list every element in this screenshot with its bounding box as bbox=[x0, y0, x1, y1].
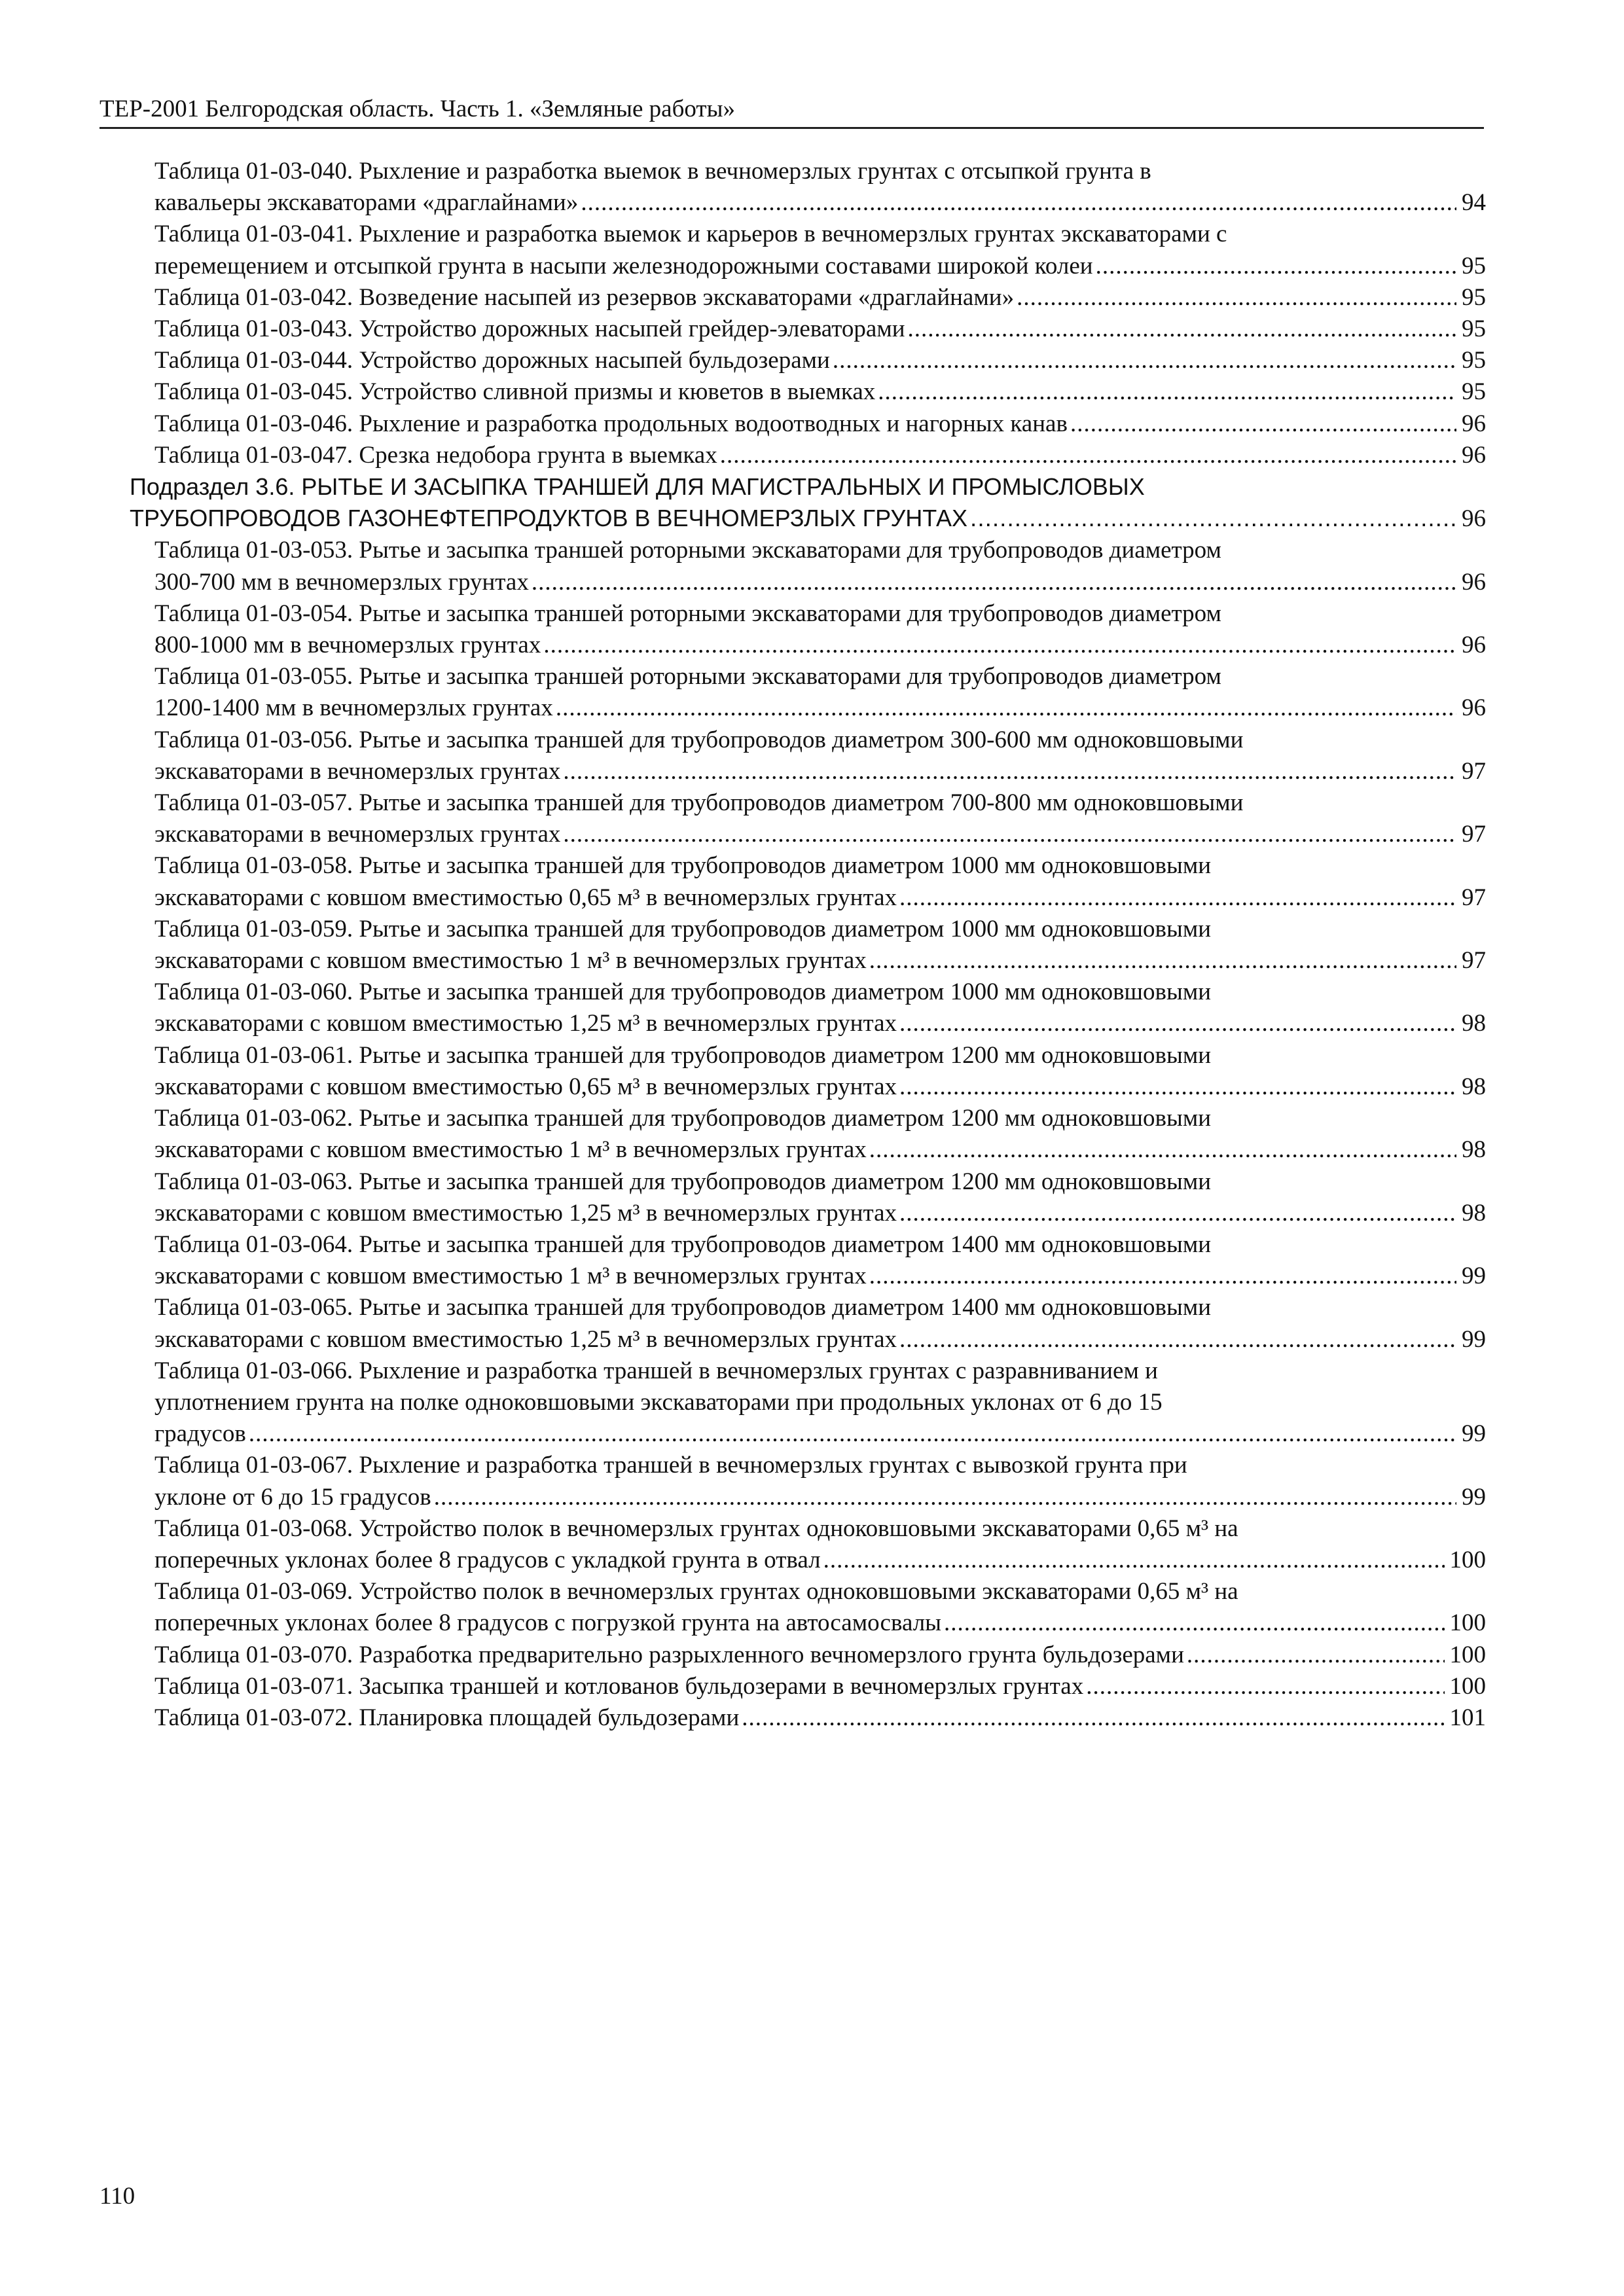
toc-table-entry[interactable] bbox=[130, 1229, 1486, 1292]
toc-section-entry[interactable] bbox=[130, 471, 1486, 535]
toc-entry-line: Таблица 01-03-042. Возведение насыпей из резервов экскаваторами «драглайнами» bbox=[154, 283, 1015, 311]
toc-entry-line: Таблица 01-03-055. Рытье и засыпка траншей роторными экскаваторами для трубопроводов диаметром bbox=[154, 663, 1221, 691]
toc-page-number: 97 bbox=[1462, 821, 1486, 848]
toc-table-entry[interactable] bbox=[130, 440, 1486, 471]
page-header bbox=[99, 93, 1484, 129]
toc-entry-last-line bbox=[154, 1324, 1486, 1355]
toc-entry-line: экскаваторами с ковшом вместимостью 1,25 м³ в вечномерзлых грунтах bbox=[154, 1199, 897, 1227]
dot-leader bbox=[899, 1324, 1456, 1355]
dot-leader bbox=[899, 882, 1456, 914]
dot-leader bbox=[543, 630, 1456, 661]
toc-entry-line: Таблица 01-03-072. Планировка площадей бульдозерами bbox=[154, 1704, 740, 1731]
toc-entry-line: перемещением и отсыпкой грунта в насыпи железнодорожными составами широкой колеи bbox=[154, 252, 1093, 279]
toc-page-number: 100 bbox=[1449, 1546, 1486, 1573]
toc-entry-line: Таблица 01-03-065. Рытье и засыпка траншей для трубопроводов диаметром 1400 мм одноковшовыми bbox=[154, 1294, 1212, 1321]
dot-leader bbox=[563, 819, 1456, 850]
toc-page-number: 96 bbox=[1462, 441, 1486, 469]
toc-page-number: 96 bbox=[1462, 632, 1486, 659]
toc-entry-line: Таблица 01-03-063. Рытье и засыпка траншей для трубопроводов диаметром 1200 мм одноковшовыми bbox=[154, 1168, 1212, 1195]
toc-entry-last-line bbox=[154, 408, 1486, 440]
dot-leader bbox=[899, 1071, 1456, 1103]
toc-entry-last-line bbox=[154, 376, 1486, 408]
toc-page-number: 95 bbox=[1462, 315, 1486, 343]
toc-entry-line: экскаваторами в вечномерзлых грунтах bbox=[154, 821, 561, 848]
toc-entry-line: Таблица 01-03-043. Устройство дорожных насыпей грейдер-элеваторами bbox=[154, 315, 905, 343]
toc-entry-line: Таблица 01-03-064. Рытье и засыпка траншей для трубопроводов диаметром 1400 мм одноковшовыми bbox=[154, 1230, 1212, 1258]
toc-page-number: 95 bbox=[1462, 283, 1486, 311]
toc-entry-last-line bbox=[154, 1482, 1486, 1513]
toc-entry-last-line bbox=[154, 756, 1486, 787]
toc-entry-line: Таблица 01-03-060. Рытье и засыпка траншей для трубопроводов диаметром 1000 мм одноковшовыми bbox=[154, 978, 1212, 1006]
toc-entry-last-line bbox=[154, 1607, 1486, 1639]
dot-leader bbox=[869, 1261, 1456, 1292]
toc-entry-line: Таблица 01-03-071. Засыпка траншей и котлованов бульдозерами в вечномерзлых грунтах bbox=[154, 1672, 1084, 1700]
toc-page-number: 98 bbox=[1462, 1073, 1486, 1100]
toc-page-number: 96 bbox=[1462, 505, 1486, 533]
dot-leader bbox=[581, 187, 1456, 219]
dot-leader bbox=[1070, 408, 1456, 440]
dot-leader bbox=[563, 756, 1456, 787]
toc-entry-last-line bbox=[154, 1702, 1486, 1734]
toc-entry-last-line bbox=[154, 882, 1486, 914]
toc-entry-line: Подраздел 3.6. РЫТЬЕ И ЗАСЫПКА ТРАНШЕЙ ДЛЯ МАГИСТРАЛЬНЫХ И ПРОМЫСЛОВЫХ bbox=[130, 473, 1145, 501]
dot-leader bbox=[434, 1482, 1456, 1513]
toc-entry-line: поперечных уклонах более 8 градусов с укладкой грунта в отвал bbox=[154, 1546, 821, 1573]
dot-leader bbox=[1017, 282, 1456, 314]
toc-entry-last-line bbox=[154, 1671, 1486, 1702]
toc-table-entry[interactable] bbox=[130, 1702, 1486, 1734]
toc-entry-last-line bbox=[154, 1198, 1486, 1229]
dot-leader bbox=[1187, 1640, 1445, 1671]
toc-table-entry[interactable] bbox=[130, 376, 1486, 408]
toc-entry-last-line bbox=[154, 282, 1486, 314]
toc-table-entry[interactable] bbox=[130, 977, 1486, 1039]
toc-entry-last-line bbox=[154, 945, 1486, 977]
toc-entry-line: экскаваторами с ковшом вместимостью 0,65 м³ в вечномерзлых грунтах bbox=[154, 1073, 897, 1100]
dot-leader bbox=[823, 1545, 1445, 1576]
toc-table-entry[interactable] bbox=[130, 408, 1486, 440]
toc-page-number: 94 bbox=[1462, 189, 1486, 217]
toc-page-number: 100 bbox=[1449, 1641, 1486, 1668]
toc-table-entry[interactable] bbox=[130, 661, 1486, 724]
toc-table-entry[interactable] bbox=[130, 1576, 1486, 1639]
dot-leader bbox=[970, 503, 1456, 534]
toc-entry-line: поперечных уклонах более 8 градусов с погрузкой грунта на автосамосвалы bbox=[154, 1609, 942, 1637]
toc-page-number: 95 bbox=[1462, 252, 1486, 279]
toc-entry-last-line bbox=[154, 1008, 1486, 1039]
toc-page-number: 95 bbox=[1462, 347, 1486, 374]
toc-entry-line: экскаваторами с ковшом вместимостью 0,65 м³ в вечномерзлых грунтах bbox=[154, 884, 897, 911]
toc-entry-last-line bbox=[154, 630, 1486, 661]
toc-entry-line: Таблица 01-03-053. Рытье и засыпка траншей роторными экскаваторами для трубопроводов диаметром bbox=[154, 537, 1221, 564]
toc-entry-line: Таблица 01-03-059. Рытье и засыпка траншей для трубопроводов диаметром 1000 мм одноковшовыми bbox=[154, 915, 1212, 942]
toc-entry-last-line bbox=[154, 440, 1486, 471]
toc-page-number: 97 bbox=[1462, 947, 1486, 975]
toc-table-entry[interactable] bbox=[130, 725, 1486, 787]
toc-entry-line: 1200-1400 мм в вечномерзлых грунтах bbox=[154, 694, 553, 722]
toc-entry-last-line bbox=[154, 1134, 1486, 1166]
toc-entry-line: Таблица 01-03-044. Устройство дорожных насыпей бульдозерами bbox=[154, 347, 830, 374]
dot-leader bbox=[249, 1418, 1456, 1450]
toc-entry-line: 300-700 мм в вечномерзлых грунтах bbox=[154, 568, 529, 596]
toc-entry-last-line bbox=[154, 187, 1486, 219]
toc-table-entry[interactable] bbox=[130, 914, 1486, 977]
toc-entry-line: Таблица 01-03-062. Рытье и засыпка траншей для трубопроводов диаметром 1200 мм одноковшовыми bbox=[154, 1105, 1212, 1132]
page-number: 110 bbox=[99, 2183, 135, 2210]
toc-table-entry[interactable] bbox=[130, 1355, 1486, 1450]
dot-leader bbox=[869, 945, 1456, 977]
toc-entry-last-line bbox=[154, 345, 1486, 376]
toc-table-entry[interactable] bbox=[130, 282, 1486, 314]
toc-table-entry[interactable] bbox=[130, 345, 1486, 376]
toc-page-number: 98 bbox=[1462, 1136, 1486, 1164]
toc-entry-line: Таблица 01-03-046. Рыхление и разработка продольных водоотводных и нагорных канав bbox=[154, 410, 1068, 437]
toc-page-number: 99 bbox=[1462, 1420, 1486, 1448]
toc-entry-last-line bbox=[130, 503, 1486, 535]
toc-page-number: 96 bbox=[1462, 568, 1486, 596]
toc-entry-line: уклоне от 6 до 15 градусов bbox=[154, 1483, 431, 1511]
toc-table-entry[interactable] bbox=[130, 1292, 1486, 1355]
toc-entry-line: экскаваторами в вечномерзлых грунтах bbox=[154, 757, 561, 785]
toc-entry-line: ТРУБОПРОВОДОВ ГАЗОНЕФТЕПРОДУКТОВ В ВЕЧНОМЕРЗЛЫХ ГРУНТАХ bbox=[130, 505, 968, 532]
toc-entry-line: экскаваторами с ковшом вместимостью 1,25 м³ в вечномерзлых грунтах bbox=[154, 1325, 897, 1353]
toc-table-entry[interactable] bbox=[130, 850, 1486, 913]
toc-entry-line: экскаваторами с ковшом вместимостью 1 м³ в вечномерзлых грунтах bbox=[154, 947, 867, 975]
toc-entry-line: Таблица 01-03-061. Рытье и засыпка траншей для трубопроводов диаметром 1200 мм одноковшовыми bbox=[154, 1041, 1212, 1069]
toc-entry-line: Таблица 01-03-047. Срезка недобора грунта в выемках bbox=[154, 441, 717, 469]
toc-entry-line: экскаваторами с ковшом вместимостью 1 м³ в вечномерзлых грунтах bbox=[154, 1263, 867, 1290]
toc-entry-line: Таблица 01-03-070. Разработка предварительно разрыхленного вечномерзлого грунта бульдозерами bbox=[154, 1641, 1184, 1668]
dot-leader bbox=[869, 1134, 1456, 1166]
toc-entry-line: Таблица 01-03-045. Устройство сливной призмы и кюветов в выемках bbox=[154, 378, 876, 406]
toc-page-number: 100 bbox=[1449, 1672, 1486, 1700]
dot-leader bbox=[899, 1198, 1456, 1229]
dot-leader bbox=[556, 692, 1456, 724]
dot-leader bbox=[878, 376, 1456, 408]
dot-leader bbox=[720, 440, 1456, 471]
toc-page-number: 97 bbox=[1462, 884, 1486, 911]
toc-entry-last-line bbox=[154, 1545, 1486, 1576]
toc-table-entry[interactable] bbox=[130, 1166, 1486, 1229]
dot-leader bbox=[532, 567, 1456, 598]
toc-page-number: 101 bbox=[1449, 1704, 1486, 1731]
toc-entry-last-line bbox=[154, 1071, 1486, 1103]
toc-table-entry[interactable] bbox=[130, 1671, 1486, 1702]
toc-table-entry[interactable] bbox=[130, 787, 1486, 850]
toc-entry-line: экскаваторами с ковшом вместимостью 1 м³ в вечномерзлых грунтах bbox=[154, 1136, 867, 1164]
toc-entry-last-line bbox=[154, 314, 1486, 345]
toc-table-entry[interactable] bbox=[130, 156, 1486, 219]
toc-entry-line: Таблица 01-03-066. Рыхление и разработка траншей в вечномерзлых грунтах с разравниванием и bbox=[154, 1357, 1158, 1384]
toc-page-number: 96 bbox=[1462, 410, 1486, 437]
toc-entry-line: Таблица 01-03-041. Рыхление и разработка выемок и карьеров в вечномерзлых грунтах экскаваторами с bbox=[154, 221, 1227, 248]
toc-table-entry[interactable] bbox=[130, 598, 1486, 661]
toc-entry-last-line bbox=[154, 819, 1486, 850]
toc-entry-last-line bbox=[154, 567, 1486, 598]
toc-page-number: 99 bbox=[1462, 1263, 1486, 1290]
toc-entry-line: Таблица 01-03-054. Рытье и засыпка траншей роторными экскаваторами для трубопроводов диаметром bbox=[154, 600, 1221, 627]
header-title: ТЕР-2001 Белгородская область. Часть 1. «Земляные работы» bbox=[99, 96, 735, 122]
toc-page-number: 95 bbox=[1462, 378, 1486, 406]
dot-leader bbox=[742, 1702, 1444, 1734]
toc-entry-line: градусов bbox=[154, 1420, 246, 1448]
toc-entry-line: Таблица 01-03-069. Устройство полок в вечномерзлых грунтах одноковшовыми экскаваторами 0,65 м³ на bbox=[154, 1578, 1238, 1605]
toc-entry-line: Таблица 01-03-056. Рытье и засыпка траншей для трубопроводов диаметром 300-600 мм одноковшовыми bbox=[154, 726, 1244, 753]
table-of-contents bbox=[130, 156, 1486, 1734]
toc-table-entry[interactable] bbox=[130, 1640, 1486, 1671]
toc-entry-last-line bbox=[154, 251, 1486, 282]
toc-page-number: 99 bbox=[1462, 1325, 1486, 1353]
toc-entry-line: уплотнением грунта на полке одноковшовыми экскаваторами при продольных уклонах от 6 до 15 bbox=[154, 1388, 1163, 1416]
toc-entry-line: Таблица 01-03-067. Рыхление и разработка траншей в вечномерзлых грунтах с вывозкой грунта при bbox=[154, 1452, 1187, 1479]
toc-table-entry[interactable] bbox=[130, 219, 1486, 281]
toc-entry-line: Таблица 01-03-057. Рытье и засыпка траншей для трубопроводов диаметром 700-800 мм одноковшовыми bbox=[154, 789, 1244, 817]
toc-page-number: 97 bbox=[1462, 757, 1486, 785]
toc-entry-line: экскаваторами с ковшом вместимостью 1,25 м³ в вечномерзлых грунтах bbox=[154, 1010, 897, 1037]
toc-table-entry[interactable] bbox=[130, 314, 1486, 345]
dot-leader bbox=[944, 1607, 1444, 1639]
toc-table-entry[interactable] bbox=[130, 1513, 1486, 1576]
toc-entry-line: кавальеры экскаваторами «драглайнами» bbox=[154, 189, 579, 217]
dot-leader bbox=[1086, 1671, 1444, 1702]
toc-entry-line: Таблица 01-03-040. Рыхление и разработка выемок в вечномерзлых грунтах с отсыпкой грунта в bbox=[154, 158, 1151, 185]
toc-page-number: 99 bbox=[1462, 1483, 1486, 1511]
dot-leader bbox=[899, 1008, 1456, 1039]
toc-entry-last-line bbox=[154, 1640, 1486, 1671]
toc-table-entry[interactable] bbox=[130, 535, 1486, 598]
toc-page-number: 98 bbox=[1462, 1199, 1486, 1227]
toc-page-number: 100 bbox=[1449, 1609, 1486, 1637]
toc-entry-last-line bbox=[154, 1261, 1486, 1292]
toc-table-entry[interactable] bbox=[130, 1040, 1486, 1103]
toc-entry-line: Таблица 01-03-068. Устройство полок в вечномерзлых грунтах одноковшовыми экскаваторами 0,65 м³ на bbox=[154, 1515, 1238, 1542]
toc-entry-line: 800-1000 мм в вечномерзлых грунтах bbox=[154, 632, 541, 659]
toc-table-entry[interactable] bbox=[130, 1103, 1486, 1166]
toc-page-number: 98 bbox=[1462, 1010, 1486, 1037]
toc-entry-last-line bbox=[154, 692, 1486, 724]
dot-leader bbox=[908, 314, 1456, 345]
toc-table-entry[interactable] bbox=[130, 1450, 1486, 1513]
toc-entry-line: Таблица 01-03-058. Рытье и засыпка траншей для трубопроводов диаметром 1000 мм одноковшовыми bbox=[154, 852, 1212, 880]
toc-entry-last-line bbox=[154, 1418, 1486, 1450]
dot-leader bbox=[833, 345, 1456, 376]
toc-page-number: 96 bbox=[1462, 694, 1486, 722]
dot-leader bbox=[1096, 251, 1456, 282]
